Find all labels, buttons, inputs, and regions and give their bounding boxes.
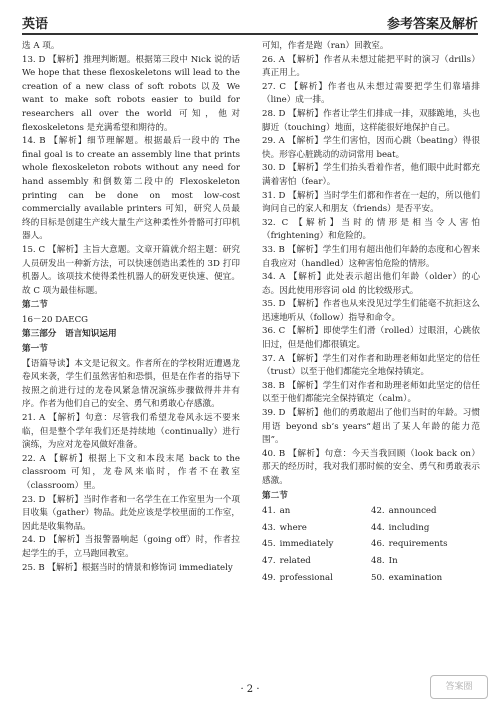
answer-grid [262, 505, 480, 585]
answer-paragraph: 32. C 【解析】当时的情形是相当令人害怕（frightening）和危险的。 [262, 217, 480, 242]
answer-cell [262, 505, 371, 519]
answer-number: 50. [371, 572, 385, 583]
answer-paragraph: 38. B 【解析】学生们对作者和助理老师如此坚定的信任以至于他们都能完全保持镇定（calm）。 [262, 380, 480, 405]
answer-word: professional [279, 572, 333, 583]
answer-paragraph: 26. A 【解析】作者从未想过能把平时的演习（drills）真正用上。 [262, 54, 480, 79]
answer-number: 46. [371, 539, 385, 550]
answer-number: 45. [262, 539, 276, 550]
answer-number: 43. [262, 522, 276, 533]
answer-cell [262, 555, 371, 569]
header-title: 参考答案及解析 [386, 17, 478, 32]
answer-paragraph: 13. D 【解析】推理判断题。根据第三段中 Nick 说的话 We hope that these flexoskeletons will lead to the creation of a new class of soft robots 以及 We want to make soft robots easier to build for researchers all over the world 可知，他对 flexoskeletons 是充满希望和期待的。 [22, 54, 240, 133]
answer-paragraph: 25. B 【解析】根据当时的情景和修饰词 immediately [22, 562, 233, 573]
answer-word: an [279, 506, 291, 517]
answer-number: 47. [262, 555, 276, 566]
answer-cell [371, 555, 480, 569]
answer-cell [371, 505, 480, 519]
answer-word: where [279, 522, 307, 533]
right-column [262, 40, 480, 585]
answer-cell [262, 522, 371, 536]
header-rule [22, 33, 478, 35]
answer-paragraph: 【语篇导读】本文是记叙文。作者所在的学校附近遭遇龙卷风来袭，学生们虽然害怕和恐惧，但是在作者的指导下按照之前进行过的龙卷风紧急情况演练步骤做得井井有序。作者为他们自己的安全、勇气和勇敢心存感激。 [22, 358, 240, 410]
answer-paragraph: 24. D 【解析】当报警器响起（going off）时，作者拉起学生的手，立马跑回教室。 [22, 535, 240, 559]
answer-word: immediately [279, 539, 334, 550]
watermark-logo: 答案圈 [430, 675, 488, 699]
answer-number: 41. [262, 506, 276, 517]
answer-paragraph: 15. C 【解析】主旨大意题。文章开篇就介绍主题：研究人员研发出一种新方法，可以快速创造出柔性的 3D 打印机器人。该项技术使得柔性机器人的研发更快速、便宜。故 C 项为最佳标题。 [22, 244, 240, 296]
answer-word: including [388, 522, 430, 533]
answer-paragraph: 22. A 【解析】根据上下文和本段末尾 back to the classroom 可知，龙卷风来临时，作者不在教室（classroom）里。 [22, 453, 240, 491]
answer-cell [371, 572, 480, 586]
answer-cell [262, 538, 371, 552]
answer-paragraph: 37. A 【解析】学生们对作者和助理老师如此坚定的信任（trust）以至于他们都能完全地保持镇定。 [262, 353, 480, 378]
section-heading: 第一节 [22, 344, 48, 355]
answer-number: 49. [262, 572, 276, 583]
section-heading: 第二节 [22, 300, 48, 311]
answer-paragraph: 39. D 【解析】他们的勇敢超出了他们当时的年龄。习惯用语 beyond sb’s years“超出了某人年龄的能力范围”。 [262, 408, 480, 446]
answer-paragraph: 34. A 【解析】此处表示超出他们年龄（older）的心态。因此使用形容词 old 的比较级形式。 [262, 272, 480, 296]
answer-paragraph: 16－20 DAECG [22, 314, 89, 325]
answer-paragraph: 23. D 【解析】当时作者和一名学生在工作室里为一个项目收集（gather）物品。此处应该是学校里面的工作室，因此是收集物品。 [22, 494, 240, 532]
answer-word: announced [388, 506, 437, 517]
answer-paragraph: 30. D 【解析】学生们抬头看着作者，他们眼中此时都充满着害怕（fear）。 [262, 163, 480, 187]
answer-paragraph: 选 A 项。 [22, 41, 60, 51]
answer-word: requirements [388, 539, 448, 550]
answer-paragraph: 40. B 【解析】句意：今天当我回顾（look back on）那天的经历时，我对我们那时候的安全、勇气和勇敢表示感激。 [262, 448, 480, 486]
section-heading: 第二节 [262, 490, 288, 501]
answer-cell [371, 538, 480, 552]
answer-cell [371, 522, 480, 536]
answer-paragraph: 28. D 【解析】作者让学生们排成一排，双膝跪地，头也脚近（touching）地面，这样能很好地保护自己。 [262, 108, 480, 133]
answer-paragraph: 27. C 【解析】作者也从未想过需要把学生们靠墙排（line）成一排。 [262, 81, 480, 106]
answer-paragraph: 33. B 【解析】学生们用有超出他们年龄的态度和心智来自我应对（handled）这种害怕危险的情形。 [262, 244, 480, 269]
section-heading: 第三部分 语言知识运用 [22, 329, 117, 340]
answer-word: examination [388, 572, 443, 583]
answer-number: 42. [371, 506, 385, 517]
answer-paragraph: 35. D 【解析】作者也从来没见过学生们能毫不抗拒这么迅速地听从（follow）指导和命令。 [262, 299, 480, 323]
page-number: · 2 · [240, 684, 260, 695]
answer-word: related [279, 555, 311, 566]
answer-paragraph: 14. B 【解析】细节理解题。根据最后一段中的 The final goal is to create an assembly line that prints whole flexoskeleton robots without any need for hand assembly 和倒数第二段中的 Flexoskeleton printing can be done on most low-cost commercially available printers 可知，研究人员最终的目标是创建生产线大量生产这种柔性外骨骼可打印机器人。 [22, 136, 240, 242]
answer-paragraph: 36. C 【解析】即使学生们滑（rolled）过眼泪，心跳依旧过，但是他们都很镇定。 [262, 326, 480, 351]
right-column-items [262, 40, 480, 503]
page-header [22, 8, 478, 32]
answer-paragraph: 21. A 【解析】句意：尽管我们希望龙卷风永远不要来临，但是整个学年我们还是持续地（continually）进行演练，为应对龙卷风做好准备。 [22, 413, 240, 451]
header-subject: 英语 [22, 17, 49, 32]
answer-cell [262, 572, 371, 586]
answer-paragraph: 29. A 【解析】学生们害怕，因而心跳（beating）得很快。形容心脏跳动的动词常用 beat。 [262, 136, 480, 160]
answer-paragraph: 31. D 【解析】当时学生们都和作者在一起的，所以他们询问自己的家人和朋友（friends）是否平安。 [262, 190, 480, 215]
answer-paragraph: 可知，作者是跑（ran）回教室。 [262, 41, 389, 51]
left-column [22, 40, 240, 575]
answer-number: 48. [371, 555, 385, 566]
answer-word: In [388, 555, 398, 566]
answer-number: 44. [371, 522, 385, 533]
